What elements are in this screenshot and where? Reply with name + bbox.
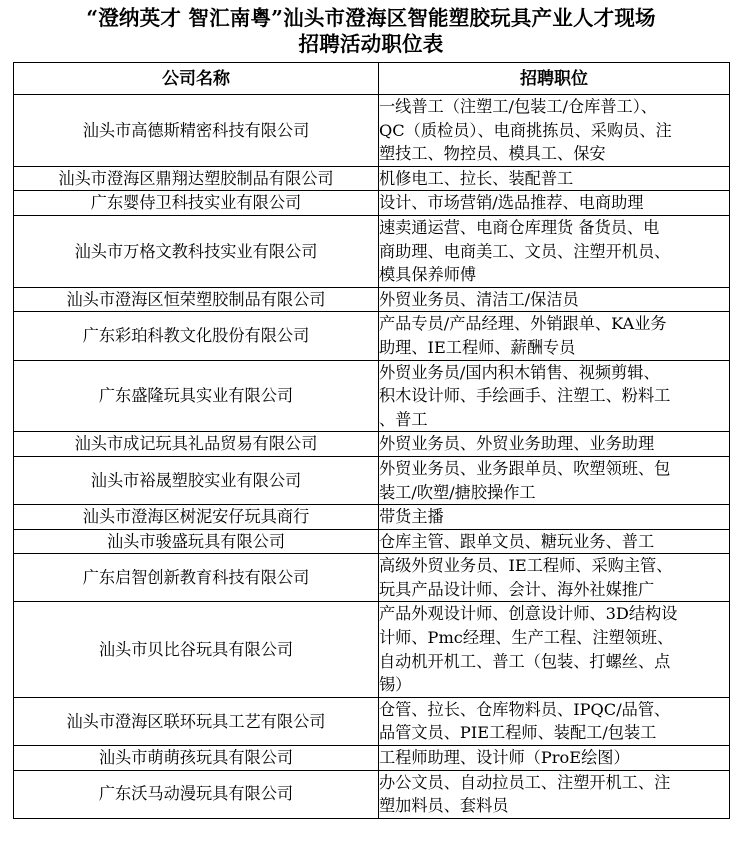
cell-company: 汕头市成记玩具礼品贸易有限公司	[14, 432, 379, 457]
positions-line: 带货主播	[379, 507, 444, 527]
table-row	[14, 697, 730, 745]
table-row	[14, 602, 730, 697]
cell-company: 广东沃马动漫玩具有限公司	[14, 770, 379, 818]
page-title-line-2: 招聘活动职位表	[298, 32, 444, 56]
table-row	[14, 312, 730, 360]
cell-positions	[379, 770, 730, 818]
positions-line: 外贸业务员/国内积木销售、视频剪辑、	[379, 362, 660, 382]
table-row	[14, 505, 730, 530]
positions-line: 锡）	[379, 675, 412, 695]
positions-table	[13, 62, 730, 819]
cell-positions	[379, 746, 730, 771]
cell-positions	[379, 697, 730, 745]
positions-line: 、普工	[379, 409, 428, 429]
positions-line: 机修电工、拉长、装配普工	[379, 168, 574, 188]
cell-positions	[379, 456, 730, 504]
positions-line: 工程师助理、设计师（ProE绘图）	[379, 748, 630, 768]
cell-company: 汕头市澄海区鼎翔达塑胶制品有限公司	[14, 166, 379, 191]
table-row	[14, 746, 730, 771]
table-header-row	[14, 63, 730, 95]
positions-line: 计师、Pmc经理、生产工程、注塑领班、	[379, 628, 674, 648]
positions-line: 产品外观设计师、创意设计师、3D结构设	[379, 604, 678, 624]
cell-company: 广东盛隆玩具实业有限公司	[14, 360, 379, 432]
cell-positions	[379, 215, 730, 287]
positions-line: 塑技工、物控员、模具工、保安	[379, 144, 606, 164]
positions-line: 自动机开机工、普工（包装、打螺丝、点	[379, 651, 671, 671]
positions-line: 仓管、拉长、仓库物料员、IPQC/品管、	[379, 699, 671, 719]
table-row	[14, 554, 730, 602]
cell-company: 汕头市高德斯精密科技有限公司	[14, 95, 379, 167]
cell-company: 汕头市万格文教科技实业有限公司	[14, 215, 379, 287]
cell-positions	[379, 529, 730, 554]
cell-positions	[379, 166, 730, 191]
column-header-company: 公司名称	[14, 63, 379, 95]
cell-company: 汕头市贝比谷玩具有限公司	[14, 602, 379, 697]
positions-line: 产品专员/产品经理、外销跟单、KA业务	[379, 314, 667, 334]
positions-line: 仓库主管、跟单文员、糖玩业务、普工	[379, 531, 655, 551]
cell-positions	[379, 312, 730, 360]
positions-line: 玩具产品设计师、会计、海外社媒推广	[379, 579, 655, 599]
cell-company: 汕头市裕晟塑胶实业有限公司	[14, 456, 379, 504]
cell-positions	[379, 432, 730, 457]
positions-line: 外贸业务员、外贸业务助理、业务助理	[379, 434, 655, 454]
cell-company: 广东婴侍卫科技实业有限公司	[14, 191, 379, 216]
cell-company: 广东彩珀科教文化股份有限公司	[14, 312, 379, 360]
table-row	[14, 95, 730, 167]
positions-line: 高级外贸业务员、IE工程师、采购主管、	[379, 556, 673, 576]
positions-line: 外贸业务员、业务跟单员、吹塑领班、包	[379, 458, 671, 478]
positions-line: 外贸业务员、清洁工/保洁员	[379, 289, 579, 309]
table-row	[14, 432, 730, 457]
cell-positions	[379, 554, 730, 602]
table-row	[14, 770, 730, 818]
positions-line: 品管文员、PIE工程师、装配工/包装工	[379, 723, 657, 743]
column-header-positions: 招聘职位	[379, 63, 730, 95]
cell-company: 汕头市澄海区恒荣塑胶制品有限公司	[14, 287, 379, 312]
positions-line: QC（质检员）、电商挑拣员、采购员、注	[379, 120, 672, 140]
positions-line: 塑加料员、套料员	[379, 796, 509, 816]
cell-positions	[379, 191, 730, 216]
cell-positions	[379, 95, 730, 167]
positions-line: 速卖通运营、电商仓库理货 备货员、电	[379, 217, 660, 237]
cell-company: 汕头市骏盛玩具有限公司	[14, 529, 379, 554]
cell-positions	[379, 287, 730, 312]
table-header	[14, 63, 730, 95]
positions-line: 装工/吹塑/搪胶操作工	[379, 482, 536, 502]
cell-company: 广东启智创新教育科技有限公司	[14, 554, 379, 602]
table-row	[14, 215, 730, 287]
table-row	[14, 191, 730, 216]
positions-line: 模具保养师傅	[379, 265, 477, 285]
page-title	[13, 0, 729, 57]
table-row	[14, 529, 730, 554]
table-body	[14, 95, 730, 819]
positions-line: 积木设计师、手绘画手、注塑工、粉料工	[379, 386, 671, 406]
cell-positions	[379, 602, 730, 697]
positions-line: 办公文员、自动拉员工、注塑开机工、注	[379, 772, 671, 792]
cell-positions	[379, 360, 730, 432]
table-row	[14, 456, 730, 504]
positions-line: 助理、IE工程师、薪酬专员	[379, 337, 576, 357]
positions-line: 设计、市场营销/选品推荐、电商助理	[379, 193, 644, 213]
table-row	[14, 287, 730, 312]
cell-company: 汕头市澄海区联环玩具工艺有限公司	[14, 697, 379, 745]
cell-company: 汕头市萌萌孩玩具有限公司	[14, 746, 379, 771]
page-title-line-1: “澄纳英才 智汇南粤”汕头市澄海区智能塑胶玩具产业人才现场	[86, 6, 656, 30]
table-row	[14, 166, 730, 191]
positions-line: 一线普工（注塑工/包装工/仓库普工）、	[379, 97, 657, 116]
positions-line: 商助理、电商美工、文员、注塑开机员、	[379, 241, 671, 261]
cell-positions	[379, 505, 730, 530]
cell-company: 汕头市澄海区树泥安仔玩具商行	[14, 505, 379, 530]
table-row	[14, 360, 730, 432]
